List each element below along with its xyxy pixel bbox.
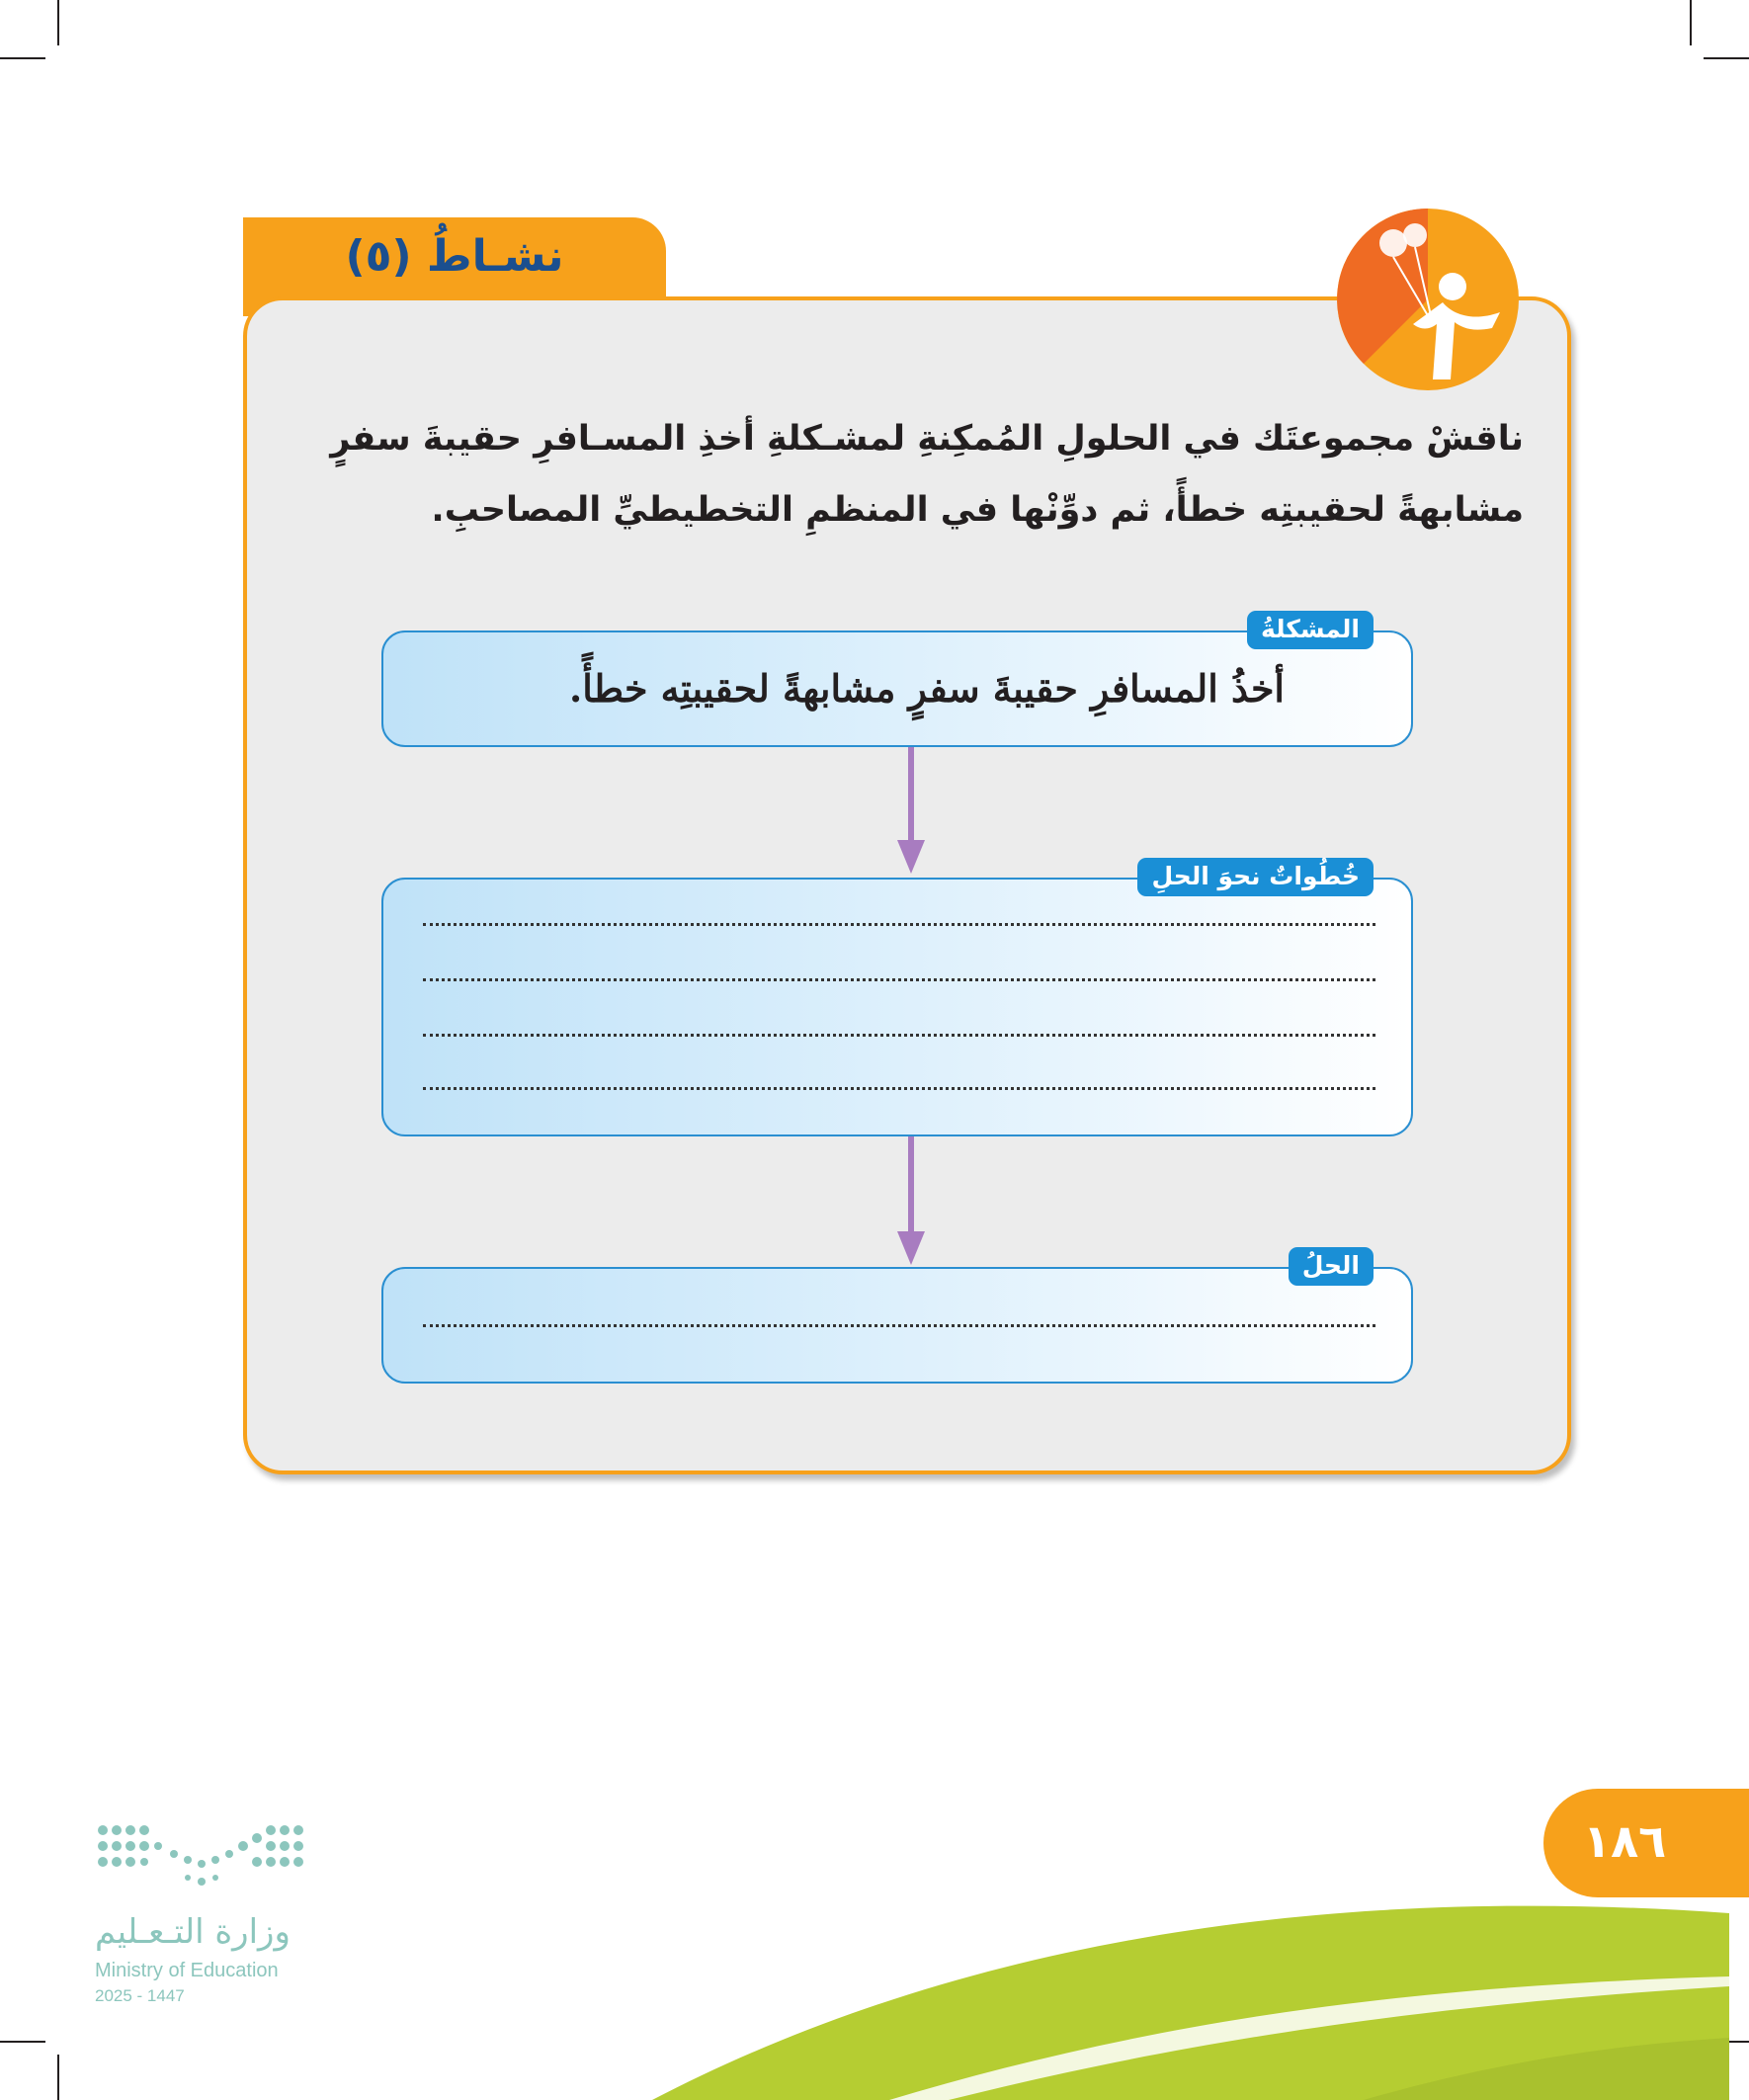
page-number-tab: [1543, 1789, 1749, 1897]
writing-line[interactable]: [423, 1034, 1375, 1037]
writing-line[interactable]: [423, 923, 1375, 926]
writing-line[interactable]: [423, 1087, 1375, 1090]
ministry-name-arabic: وزارة التـعـليم: [95, 1912, 291, 1952]
problem-text: أخذُ المسافرِ حقيبةَ سفرٍ مشابهةً لحقيبتِه خطأً.: [568, 666, 1285, 711]
writing-line[interactable]: [423, 978, 1375, 981]
activity-title: نشـاطُ (٥): [345, 231, 564, 282]
solution-label: الحلُ: [1289, 1247, 1374, 1286]
flow-arrow-shaft: [908, 1136, 914, 1231]
steps-label: خُطُواتٌ نحوَ الحلِ: [1137, 858, 1374, 896]
flow-arrow-head: [897, 840, 925, 874]
problem-box: [381, 615, 1413, 747]
child-with-balloons-icon: [1334, 206, 1522, 393]
writing-line[interactable]: [423, 1324, 1375, 1327]
page-number: ١٨٦: [1583, 1814, 1667, 1868]
ministry-dots-logo: [95, 1820, 312, 1899]
solution-box: [381, 1251, 1413, 1384]
flow-arrow-shaft: [908, 747, 914, 840]
activity-instruction: ناقشْ مجموعتَك في الحلولِ المُمكِنةِ لمشـكلةِ أخذِ المسـافرِ حقيبةَ سفرٍ مشابهةً لحقيبتِه خطأً، ثم دوِّنْها في المنظمِ التخطيطيِّ المصاحبِ.: [330, 419, 1524, 530]
ministry-name-english: Ministry of Education: [95, 1960, 279, 1981]
steps-box: [381, 862, 1413, 1136]
flow-arrow-head: [897, 1231, 925, 1265]
ministry-year: 2025 - 1447: [95, 1986, 185, 2005]
problem-label: المشكلةُ: [1247, 611, 1374, 649]
